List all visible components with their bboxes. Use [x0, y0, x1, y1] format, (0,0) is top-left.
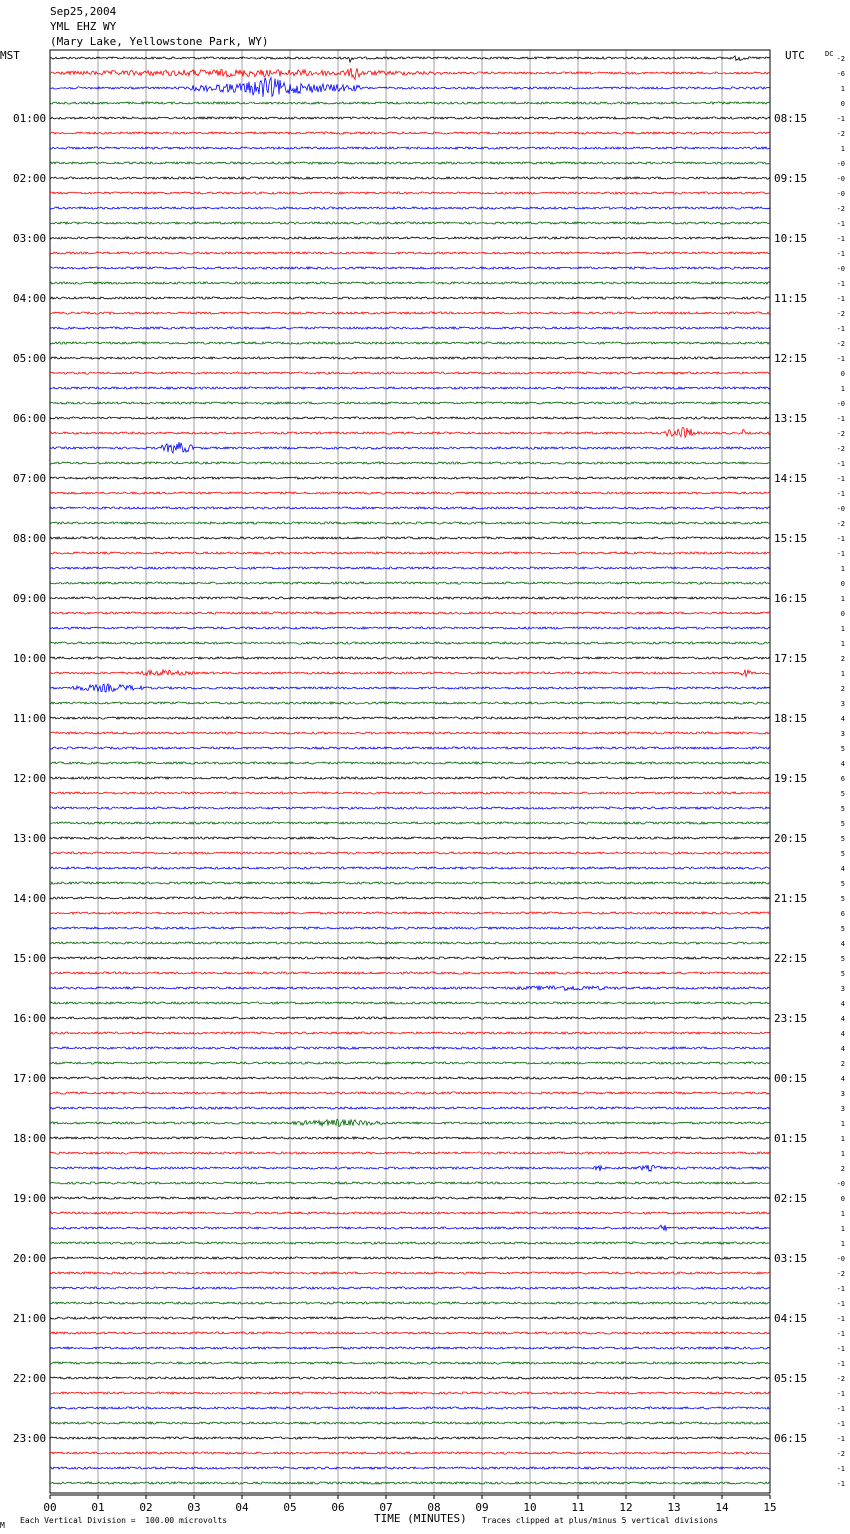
dc-offset-value: 4: [840, 1045, 845, 1053]
dc-offset-value: 5: [840, 820, 845, 828]
trace-18: [50, 327, 770, 329]
dc-offset-value: 0: [840, 1195, 845, 1203]
trace-86: [50, 1347, 770, 1349]
dc-offset-value: -0: [836, 400, 845, 408]
dc-offset-value: -2: [836, 340, 845, 348]
trace-58: [50, 927, 770, 929]
trace-85: [50, 1332, 770, 1334]
right-hour-label: 09:15: [774, 172, 808, 185]
left-hour-label: 15:00: [13, 952, 47, 965]
trace-16: [50, 297, 770, 299]
dc-offset-value: -1: [836, 1465, 845, 1473]
footer-scale-note: Each Vertical Division = 100.00 microvolts: [20, 1516, 228, 1525]
plot-date: Sep25,2004: [50, 5, 117, 18]
trace-65: [50, 1032, 770, 1034]
right-hour-label: 01:15: [774, 1132, 808, 1145]
trace-31: [50, 522, 770, 524]
dc-offset-value: -2: [836, 205, 845, 213]
dc-offset-value: 5: [840, 745, 845, 753]
trace-66: [50, 1047, 770, 1049]
trace-29: [50, 492, 770, 494]
dc-offset-value: -1: [836, 250, 845, 258]
right-hour-label: 02:15: [774, 1192, 808, 1205]
dc-offset-value: -1: [836, 1330, 845, 1338]
dc-offset-value: 2: [840, 655, 845, 663]
dc-offset-value: -1: [836, 1360, 845, 1368]
left-hour-label: 03:00: [13, 232, 47, 245]
trace-30: [50, 507, 770, 509]
right-hour-label: 22:15: [774, 952, 808, 965]
dc-offset-value: -0: [836, 190, 845, 198]
left-hour-label: 07:00: [13, 472, 47, 485]
left-hour-label: 19:00: [13, 1192, 47, 1205]
trace-9: [50, 192, 770, 194]
dc-offset-value: 5: [840, 790, 845, 798]
dc-offset-value: -2: [836, 1270, 845, 1278]
trace-27: [50, 462, 770, 464]
dc-offset-value: -0: [836, 505, 845, 513]
right-hour-label: 20:15: [774, 832, 808, 845]
trace-7: [50, 162, 770, 164]
trace-67: [50, 1062, 770, 1064]
dc-offset-value: -1: [836, 235, 845, 243]
trace-46: [50, 747, 770, 749]
dc-offset-value: -1: [836, 1300, 845, 1308]
left-hour-label: 13:00: [13, 832, 47, 845]
trace-81: [50, 1272, 770, 1274]
trace-25: [50, 427, 770, 437]
left-hour-label: 09:00: [13, 592, 47, 605]
right-hour-label: 19:15: [774, 772, 808, 785]
dc-offset-value: 4: [840, 1015, 845, 1023]
dc-offset-value: 1: [840, 1120, 845, 1128]
trace-71: [50, 1119, 770, 1126]
dc-offset-value: -1: [836, 1285, 845, 1293]
trace-10: [50, 207, 770, 209]
trace-82: [50, 1287, 770, 1289]
trace-40: [50, 657, 770, 659]
trace-53: [50, 852, 770, 854]
trace-38: [50, 627, 770, 629]
trace-78: [50, 1225, 770, 1230]
dc-offset-value: 3: [840, 1105, 845, 1113]
left-hour-label: 21:00: [13, 1312, 47, 1325]
dc-offset-value: -1: [836, 475, 845, 483]
x-tick-label: 00: [43, 1501, 57, 1514]
dc-offset-value: -1: [836, 535, 845, 543]
trace-15: [50, 282, 770, 284]
trace-4: [50, 117, 770, 119]
right-hour-label: 00:15: [774, 1072, 808, 1085]
left-hour-label: 11:00: [13, 712, 47, 725]
trace-13: [50, 252, 770, 254]
trace-14: [50, 267, 770, 269]
left-hour-label: 01:00: [13, 112, 47, 125]
trace-42: [50, 684, 770, 692]
trace-39: [50, 642, 770, 644]
right-hour-label: 11:15: [774, 292, 808, 305]
dc-offset-value: 5: [840, 805, 845, 813]
dc-offset-value: -1: [836, 550, 845, 558]
x-tick-label: 06: [331, 1501, 345, 1514]
plot-frame: [50, 50, 770, 1493]
trace-33: [50, 552, 770, 554]
dc-offset-value: -0: [836, 175, 845, 183]
dc-offset-value: 3: [840, 1090, 845, 1098]
trace-60: [50, 957, 770, 959]
left-hour-label: 23:00: [13, 1432, 47, 1445]
trace-3: [50, 102, 770, 104]
trace-73: [50, 1152, 770, 1154]
trace-68: [50, 1077, 770, 1079]
right-timezone-label: UTC: [785, 49, 805, 62]
trace-5: [50, 132, 770, 134]
dc-offset-value: 3: [840, 985, 845, 993]
dc-offset-value: -1: [836, 1480, 845, 1488]
dc-offset-value: 0: [840, 580, 845, 588]
trace-52: [50, 837, 770, 839]
left-hour-label: 20:00: [13, 1252, 47, 1265]
left-hour-label: 08:00: [13, 532, 47, 545]
trace-89: [50, 1392, 770, 1394]
dc-offset-value: 3: [840, 730, 845, 738]
trace-93: [50, 1452, 770, 1454]
right-hour-label: 04:15: [774, 1312, 808, 1325]
trace-75: [50, 1182, 770, 1184]
trace-79: [50, 1242, 770, 1244]
dc-offset-value: 2: [840, 1060, 845, 1068]
dc-offset-value: 1: [840, 145, 845, 153]
trace-36: [50, 597, 770, 599]
right-hour-label: 03:15: [774, 1252, 808, 1265]
dc-offset-value: 1: [840, 1150, 845, 1158]
trace-37: [50, 612, 770, 614]
right-hour-label: 08:15: [774, 112, 808, 125]
dc-offset-value: -1: [836, 415, 845, 423]
left-hour-labels: [13, 112, 46, 1445]
left-hour-label: 05:00: [13, 352, 47, 365]
dc-offset-value: -1: [836, 325, 845, 333]
dc-offset-value: 4: [840, 760, 845, 768]
dc-offset-value: -2: [836, 130, 845, 138]
dc-offset-value: 1: [840, 1210, 845, 1218]
left-hour-label: 18:00: [13, 1132, 47, 1145]
dc-offset-value: -1: [836, 115, 845, 123]
dc-offset-value: -2: [836, 430, 845, 438]
right-hour-label: 12:15: [774, 352, 808, 365]
seismic-traces: [50, 56, 770, 1484]
trace-91: [50, 1422, 770, 1424]
trace-87: [50, 1362, 770, 1364]
trace-32: [50, 537, 770, 539]
dc-offset-value: 0: [840, 370, 845, 378]
dc-offset-value: -2: [836, 1450, 845, 1458]
dc-offset-value: 2: [840, 1165, 845, 1173]
dc-offset-value: -2: [836, 310, 845, 318]
trace-72: [50, 1137, 770, 1139]
trace-20: [50, 357, 770, 359]
station-location: (Mary Lake, Yellowstone Park, WY): [50, 35, 269, 48]
trace-70: [50, 1107, 770, 1109]
dc-offset-value: 2: [840, 685, 845, 693]
dc-offset-value: 1: [840, 385, 845, 393]
dc-offset-value: -1: [836, 1435, 845, 1443]
trace-23: [50, 402, 770, 404]
dc-offset-value: -1: [836, 1405, 845, 1413]
dc-offset-value: -1: [836, 1420, 845, 1428]
trace-49: [50, 792, 770, 794]
dc-offset-value: -2: [836, 1375, 845, 1383]
dc-offset-value: -1: [836, 1315, 845, 1323]
dc-offset-value: 1: [840, 1240, 845, 1248]
x-tick-label: 04: [235, 1501, 249, 1514]
trace-94: [50, 1467, 770, 1469]
x-tick-label: 15: [763, 1501, 777, 1514]
trace-62: [50, 986, 770, 991]
dc-offset-value: -6: [836, 70, 845, 78]
dc-offset-value: 6: [840, 910, 845, 918]
dc-offset-value: -0: [836, 160, 845, 168]
dc-offset-value: 1: [840, 640, 845, 648]
trace-84: [50, 1317, 770, 1319]
trace-41: [50, 670, 770, 677]
right-hour-label: 17:15: [774, 652, 808, 665]
x-tick-label: 13: [667, 1501, 681, 1514]
minute-gridlines: [50, 50, 770, 1493]
x-tick-label: 01: [91, 1501, 105, 1514]
trace-88: [50, 1377, 770, 1379]
dc-offset-value: 4: [840, 1030, 845, 1038]
dc-offset-value: 1: [840, 85, 845, 93]
left-hour-label: 06:00: [13, 412, 47, 425]
x-tick-label: 09: [475, 1501, 489, 1514]
trace-1: [50, 68, 770, 79]
trace-95: [50, 1482, 770, 1484]
trace-17: [50, 312, 770, 314]
dc-offset-value: -0: [836, 1255, 845, 1263]
right-hour-label: 21:15: [774, 892, 808, 905]
station-code: YML EHZ WY: [50, 20, 117, 33]
x-tick-label: 11: [571, 1501, 585, 1514]
x-tick-label: 02: [139, 1501, 153, 1514]
dc-offset-value: 1: [840, 625, 845, 633]
dc-offset-value: -1: [836, 1390, 845, 1398]
dc-offset-value: 5: [840, 925, 845, 933]
trace-80: [50, 1257, 770, 1259]
dc-offset-value: -1: [836, 490, 845, 498]
trace-55: [50, 882, 770, 884]
trace-90: [50, 1407, 770, 1409]
right-hour-label: 10:15: [774, 232, 808, 245]
dc-offset-value: 3: [840, 700, 845, 708]
dc-offset-value: 0: [840, 100, 845, 108]
x-tick-label: 05: [283, 1501, 297, 1514]
left-hour-label: 17:00: [13, 1072, 47, 1085]
trace-24: [50, 417, 770, 419]
right-hour-label: 13:15: [774, 412, 808, 425]
dc-offset-value: 6: [840, 775, 845, 783]
right-hour-label: 15:15: [774, 532, 808, 545]
dc-offset-value: -1: [836, 1345, 845, 1353]
dc-offset-value: 4: [840, 715, 845, 723]
trace-69: [50, 1092, 770, 1094]
trace-50: [50, 807, 770, 809]
dc-offset-value: 4: [840, 940, 845, 948]
dc-offset-value: 1: [840, 1225, 845, 1233]
dc-offset-value: -2: [836, 520, 845, 528]
left-hour-label: 02:00: [13, 172, 47, 185]
trace-28: [50, 477, 770, 479]
trace-74: [50, 1165, 770, 1171]
dc-offset-value: -1: [836, 220, 845, 228]
right-hour-label: 16:15: [774, 592, 808, 605]
trace-64: [50, 1017, 770, 1019]
x-tick-label: 08: [427, 1501, 441, 1514]
trace-48: [50, 777, 770, 779]
x-tick-label: 12: [619, 1501, 633, 1514]
left-hour-label: 12:00: [13, 772, 47, 785]
dc-offset-value: 1: [840, 565, 845, 573]
dc-offset-value: -1: [836, 280, 845, 288]
dc-offset-value: 1: [840, 595, 845, 603]
trace-34: [50, 567, 770, 569]
trace-2: [50, 78, 770, 97]
trace-45: [50, 732, 770, 734]
x-tick-label: 07: [379, 1501, 393, 1514]
trace-8: [50, 177, 770, 179]
footer-mark: M: [0, 1521, 5, 1530]
dc-offset-value: 5: [840, 955, 845, 963]
dc-offset-value: -2: [836, 55, 845, 63]
dc-offset-value: -2: [836, 445, 845, 453]
dc-offset-value: 4: [840, 865, 845, 873]
left-timezone-label: MST: [0, 49, 20, 62]
trace-6: [50, 147, 770, 149]
dc-offset-value: 5: [840, 895, 845, 903]
right-hour-label: 05:15: [774, 1372, 808, 1385]
dc-offset-values: [837, 55, 845, 1488]
dc-offset-value: 4: [840, 1075, 845, 1083]
footer-clip-note: Traces clipped at plus/minus 5 vertical divisions: [482, 1516, 719, 1525]
x-tick-label: 10: [523, 1501, 537, 1514]
dc-offset-value: 4: [840, 1000, 845, 1008]
trace-83: [50, 1302, 770, 1304]
trace-44: [50, 717, 770, 719]
dc-offset-value: -1: [836, 460, 845, 468]
x-tick-label: 03: [187, 1501, 201, 1514]
dc-offset-value: 5: [840, 880, 845, 888]
left-hour-label: 16:00: [13, 1012, 47, 1025]
trace-21: [50, 372, 770, 374]
trace-0: [50, 56, 770, 62]
x-axis-title: TIME (MINUTES): [374, 1512, 467, 1525]
dc-offset-value: 5: [840, 850, 845, 858]
trace-57: [50, 912, 770, 914]
left-hour-label: 04:00: [13, 292, 47, 305]
trace-19: [50, 342, 770, 344]
dc-offset-value: 0: [840, 610, 845, 618]
trace-56: [50, 897, 770, 899]
left-hour-label: 14:00: [13, 892, 47, 905]
left-hour-label: 22:00: [13, 1372, 47, 1385]
dc-offset-value: 1: [840, 670, 845, 678]
right-hour-label: 18:15: [774, 712, 808, 725]
trace-22: [50, 387, 770, 389]
trace-77: [50, 1212, 770, 1214]
trace-35: [50, 582, 770, 584]
left-hour-label: 10:00: [13, 652, 47, 665]
trace-61: [50, 972, 770, 974]
trace-76: [50, 1197, 770, 1199]
right-hour-labels: [774, 112, 807, 1445]
x-tick-label: 14: [715, 1501, 729, 1514]
trace-54: [50, 867, 770, 869]
dc-offset-value: -1: [836, 355, 845, 363]
right-hour-label: 14:15: [774, 472, 808, 485]
dc-offset-value: -0: [836, 1180, 845, 1188]
trace-63: [50, 1002, 770, 1004]
trace-92: [50, 1437, 770, 1439]
dc-offset-value: 1: [840, 1135, 845, 1143]
dc-offset-label: DC: [825, 50, 834, 58]
trace-51: [50, 822, 770, 824]
trace-11: [50, 222, 770, 224]
trace-47: [50, 762, 770, 764]
dc-offset-value: 5: [840, 835, 845, 843]
trace-43: [50, 702, 770, 704]
right-hour-label: 06:15: [774, 1432, 808, 1445]
right-hour-label: 23:15: [774, 1012, 808, 1025]
dc-offset-value: 5: [840, 970, 845, 978]
trace-26: [50, 442, 770, 453]
trace-12: [50, 237, 770, 239]
dc-offset-value: -1: [836, 295, 845, 303]
trace-59: [50, 942, 770, 944]
dc-offset-value: -0: [836, 265, 845, 273]
